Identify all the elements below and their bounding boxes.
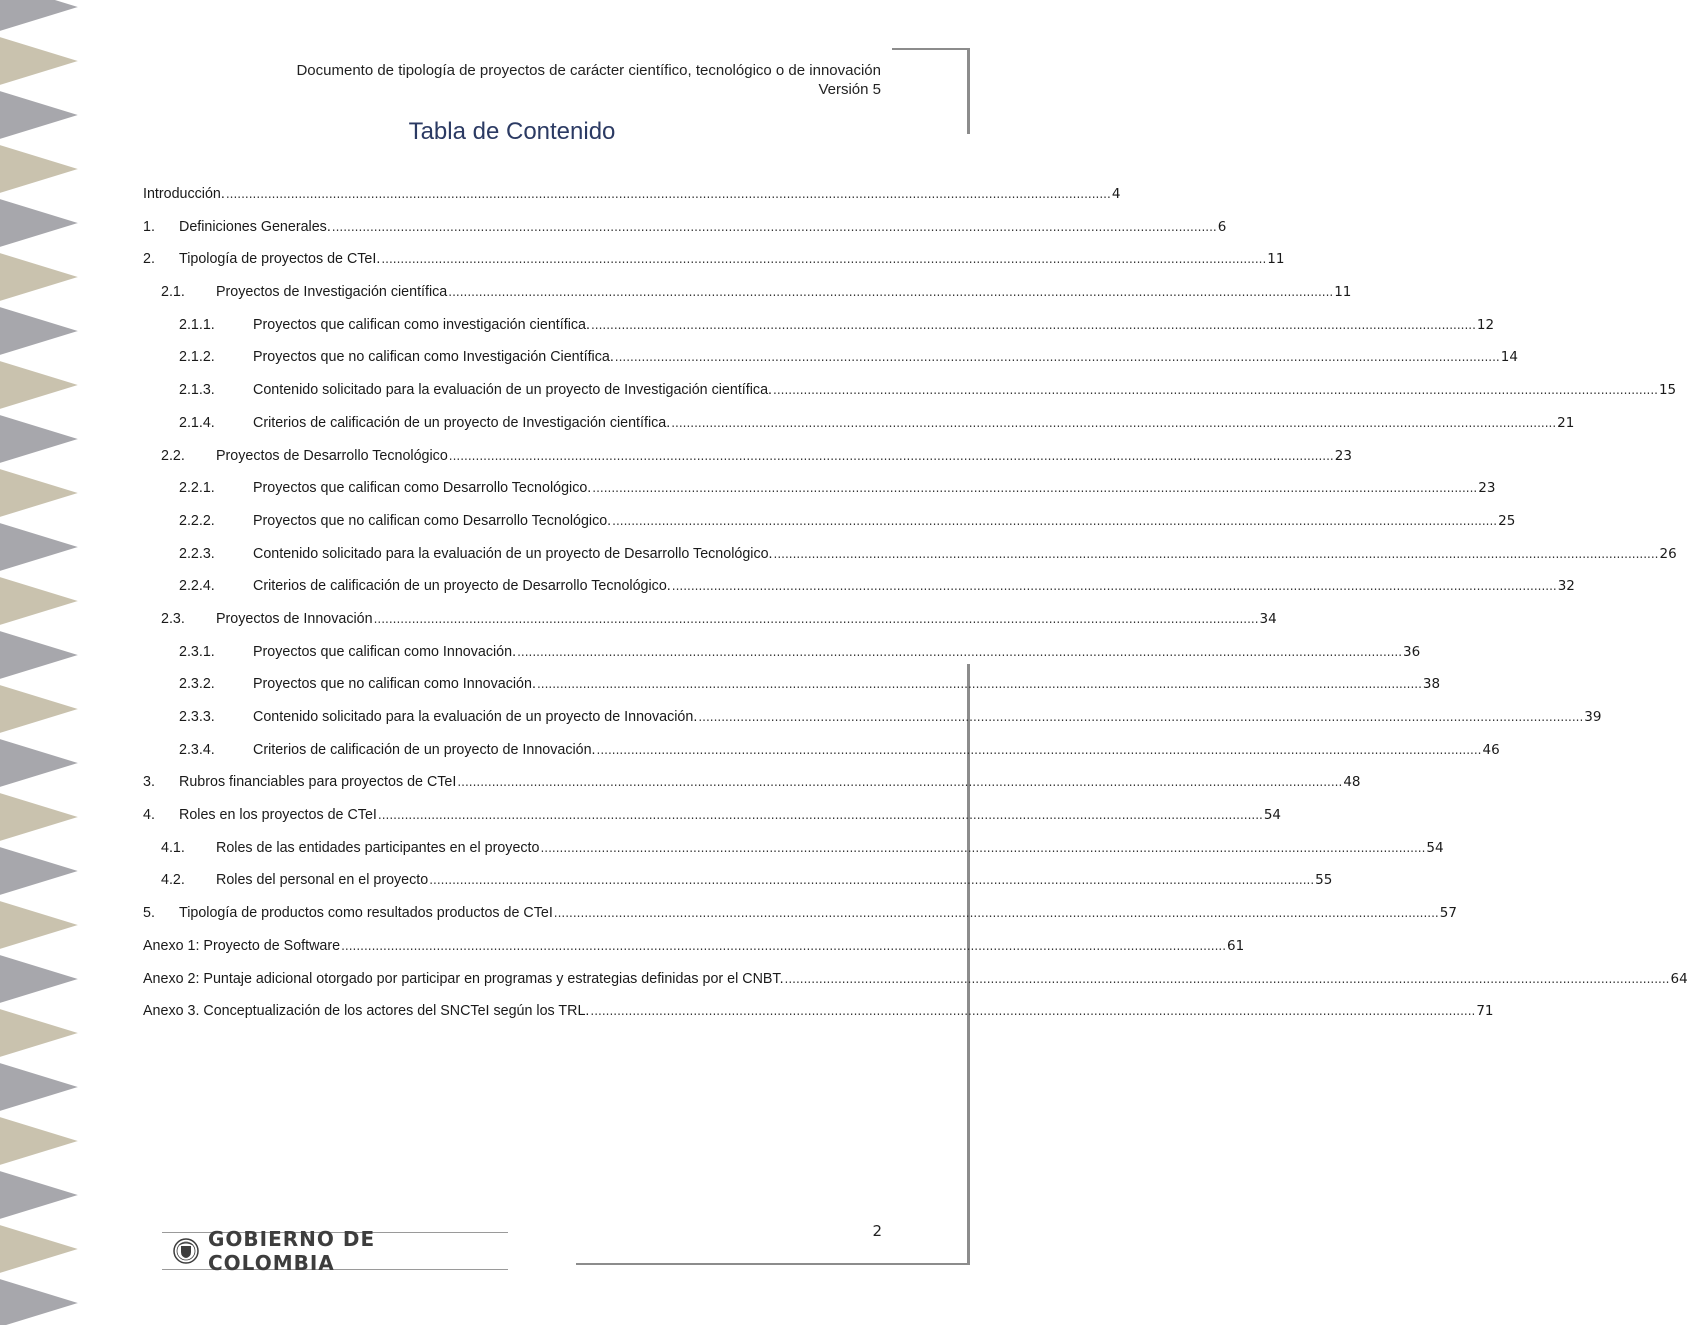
toc-entry-leader-dots xyxy=(785,972,1670,986)
toc-entry[interactable] xyxy=(143,251,1285,284)
toc-entry-leader-dots xyxy=(773,383,1658,397)
toc-entry-label: Proyectos que califican como Desarrollo Tecnológico. xyxy=(253,480,592,497)
toc-entry-number: 4.1. xyxy=(161,839,185,856)
toc-entry[interactable] xyxy=(143,905,1457,938)
toc-entry-leader-dots xyxy=(612,514,1497,528)
toc-entry-number: 2.2.2. xyxy=(179,512,215,529)
toc-entry-page-number: 34 xyxy=(1259,610,1277,627)
toc-entry-page-number: 21 xyxy=(1557,414,1575,431)
toc-entry-page-number: 23 xyxy=(1334,447,1352,464)
toc-entry-label: Criterios de calificación de un proyecto de Desarrollo Tecnológico. xyxy=(253,578,671,595)
toc-entry-page-number: 71 xyxy=(1476,1003,1494,1020)
toc-entry[interactable] xyxy=(143,545,1677,579)
toc-entry-number: 2. xyxy=(143,251,155,268)
toc-entry-page-number: 12 xyxy=(1476,316,1495,333)
toc-entry[interactable] xyxy=(143,316,1495,350)
toc-entry-leader-dots xyxy=(615,350,1500,364)
toc-entry-leader-dots xyxy=(698,710,1583,724)
toc-entry-leader-dots xyxy=(540,841,1425,855)
toc-entry-page-number: 6 xyxy=(1217,218,1227,235)
toc-entry[interactable] xyxy=(143,709,1602,742)
toc-entry[interactable] xyxy=(143,284,1352,317)
toc-entry-label: Contenido solicitado para la evaluación de un proyecto de Investigación científica. xyxy=(253,382,772,399)
toc-entry-label: Proyectos que no califican como Investigación Científica. xyxy=(253,349,614,366)
toc-entry-label: Rubros financiables para proyectos de CTeI xyxy=(179,774,457,791)
toc-entry-leader-dots xyxy=(590,1004,1475,1018)
toc-entry-number: 2.1.3. xyxy=(179,382,215,399)
toc-entry-number: 2.1.2. xyxy=(179,349,215,366)
toc-entry[interactable] xyxy=(143,839,1444,873)
toc-entry-page-number: 48 xyxy=(1343,774,1361,791)
toc-entry-leader-dots xyxy=(332,220,1217,234)
toc-entry-leader-dots xyxy=(226,187,1111,201)
toc-entry-number: 2.2.4. xyxy=(179,578,215,595)
toc-entry-leader-dots xyxy=(378,808,1263,822)
toc-entry-number: 2.3.2. xyxy=(179,676,215,693)
toc-entry-number: 2.1.1. xyxy=(179,316,215,333)
toc-entry[interactable] xyxy=(143,970,1688,1004)
frame-bottom-right-horizontal xyxy=(576,1263,970,1265)
toc-entry-page-number: 25 xyxy=(1498,512,1516,529)
toc-entry-number: 2.3.4. xyxy=(179,741,215,758)
toc-entry-leader-dots xyxy=(449,449,1334,463)
header-line-1: Documento de tipología de proyectos de carácter científico, tecnológico o de innovación xyxy=(296,62,881,79)
toc-entry-label: Proyectos de Investigación científica xyxy=(216,284,448,301)
toc-entry-page-number: 11 xyxy=(1267,251,1285,268)
toc-entry-number: 2.2. xyxy=(161,447,185,464)
toc-entry-leader-dots xyxy=(381,252,1266,266)
toc-entry-leader-dots xyxy=(457,775,1342,789)
toc-entry-label: Anexo 3. Conceptualización de los actores del SNCTeI según los TRL. xyxy=(143,1003,590,1020)
toc-entry-label: Proyectos que califican como Innovación. xyxy=(253,643,517,660)
toc-entry-leader-dots xyxy=(537,677,1422,691)
toc-entry-leader-dots xyxy=(517,645,1402,659)
toc-entry-label: Proyectos que califican como investigación científica. xyxy=(253,316,590,333)
toc-entry[interactable] xyxy=(143,447,1352,481)
toc-entry-label: Anexo 2: Puntaje adicional otorgado por participar en programas y estrategias definidas por el CNBT. xyxy=(143,970,784,987)
toc-entry-label: Contenido solicitado para la evaluación de un proyecto de Innovación. xyxy=(253,709,698,725)
toc-entry[interactable] xyxy=(143,741,1500,775)
toc-entry-leader-dots xyxy=(374,612,1259,626)
toc-entry-page-number: 14 xyxy=(1500,349,1518,366)
toc-entry-number: 2.2.1. xyxy=(179,480,215,497)
toc-entry[interactable] xyxy=(143,1003,1494,1036)
toc-entry-page-number: 23 xyxy=(1478,480,1496,497)
toc-entry-leader-dots xyxy=(448,285,1333,299)
toc-entry-label: Proyectos que no califican como Desarrollo Tecnológico. xyxy=(253,512,612,529)
toc-entry-number: 2.3.3. xyxy=(179,709,215,725)
toc-entry-label: Proyectos de Innovación xyxy=(216,610,373,627)
toc-entry-page-number: 11 xyxy=(1334,284,1352,301)
toc-entry[interactable] xyxy=(143,186,1121,219)
toc-entry-number: 2.1.4. xyxy=(179,414,215,431)
page-title: Tabla de Contenido xyxy=(408,118,616,145)
toc-entry-number: 3. xyxy=(143,774,155,791)
toc-entry-label: Contenido solicitado para la evaluación de un proyecto de Desarrollo Tecnológico. xyxy=(253,545,773,562)
toc-entry-leader-dots xyxy=(592,481,1477,495)
toc-entry[interactable] xyxy=(143,512,1516,546)
toc-entry[interactable] xyxy=(143,349,1518,382)
toc-entry[interactable] xyxy=(143,807,1282,840)
toc-entry-leader-dots xyxy=(429,873,1314,887)
toc-entry[interactable] xyxy=(143,643,1421,677)
toc-entry-label: Roles del personal en el proyecto xyxy=(216,872,429,889)
toc-entry-page-number: 55 xyxy=(1315,872,1333,889)
toc-entry-leader-dots xyxy=(554,906,1439,920)
toc-entry-page-number: 64 xyxy=(1670,970,1688,987)
document-header xyxy=(296,61,881,99)
page-number: 2 xyxy=(872,1222,882,1240)
toc-entry-label: Criterios de calificación de un proyecto de Investigación científica. xyxy=(253,414,671,431)
toc-entry-number: 2.2.3. xyxy=(179,545,215,562)
toc-entry-leader-dots xyxy=(672,579,1557,593)
toc-entry-number: 4.2. xyxy=(161,872,185,889)
toc-entry-page-number: 39 xyxy=(1584,709,1602,725)
toc-entry-page-number: 46 xyxy=(1482,741,1500,758)
colombia-coat-of-arms-icon xyxy=(172,1237,200,1265)
toc-entry[interactable] xyxy=(143,382,1677,415)
toc-entry-leader-dots xyxy=(774,547,1659,561)
frame-top-right-horizontal xyxy=(892,48,970,50)
toc-entry-number: 1. xyxy=(143,218,155,235)
toc-entry-label: Proyectos de Desarrollo Tecnológico xyxy=(216,447,448,464)
footer-logo xyxy=(162,1227,508,1275)
toc-entry-label: Introducción. xyxy=(143,186,225,202)
toc-entry-label: Anexo 1: Proyecto de Software xyxy=(143,937,341,954)
footer-logo-text: GOBIERNO DE COLOMBIA xyxy=(208,1227,376,1275)
toc-entry-label: Criterios de calificación de un proyecto de Innovación. xyxy=(253,741,596,758)
toc-entry-page-number: 36 xyxy=(1403,643,1421,660)
toc-entry-label: Definiciones Generales. xyxy=(179,218,331,235)
toc-entry-page-number: 57 xyxy=(1439,905,1457,922)
toc-entry[interactable] xyxy=(143,218,1227,252)
toc-entry[interactable] xyxy=(143,676,1441,709)
toc-entry-label: Roles de las entidades participantes en el proyecto xyxy=(216,839,540,856)
toc-entry-page-number: 4 xyxy=(1111,186,1121,202)
toc-entry-number: 5. xyxy=(143,905,155,922)
toc-entry-leader-dots xyxy=(591,318,1476,332)
toc-entry-label: Roles en los proyectos de CTeI xyxy=(179,807,377,824)
toc-entry-number: 2.3. xyxy=(161,610,185,627)
toc-entry[interactable] xyxy=(143,872,1333,905)
toc-entry-page-number: 26 xyxy=(1659,545,1677,562)
toc-entry-page-number: 32 xyxy=(1557,578,1575,595)
decorative-chevron-band xyxy=(0,0,90,1325)
toc-entry[interactable] xyxy=(143,414,1575,448)
toc-entry-page-number: 38 xyxy=(1422,676,1441,693)
toc-entry-number: 2.3.1. xyxy=(179,643,215,660)
toc-entry[interactable] xyxy=(143,774,1361,807)
toc-entry-leader-dots xyxy=(597,743,1482,757)
toc-entry[interactable] xyxy=(143,937,1245,971)
table-of-contents xyxy=(143,186,1688,1036)
toc-entry-page-number: 15 xyxy=(1658,382,1677,399)
toc-entry-page-number: 54 xyxy=(1426,839,1444,856)
toc-entry-number: 2.1. xyxy=(161,284,185,301)
toc-entry-number: 4. xyxy=(143,807,155,824)
toc-entry[interactable] xyxy=(143,610,1277,644)
toc-entry[interactable] xyxy=(143,480,1496,513)
toc-entry-page-number: 54 xyxy=(1263,807,1282,824)
toc-entry-label: Tipología de productos como resultados productos de CTeI xyxy=(179,905,553,922)
toc-entry-leader-dots xyxy=(671,416,1556,430)
toc-entry-page-number: 61 xyxy=(1227,937,1245,954)
toc-entry[interactable] xyxy=(143,578,1575,611)
header-version: Versión 5 xyxy=(818,81,881,98)
toc-entry-label: Proyectos que no califican como Innovación. xyxy=(253,676,536,693)
toc-entry-label: Tipología de proyectos de CTeI. xyxy=(179,251,381,268)
toc-entry-leader-dots xyxy=(341,939,1226,953)
